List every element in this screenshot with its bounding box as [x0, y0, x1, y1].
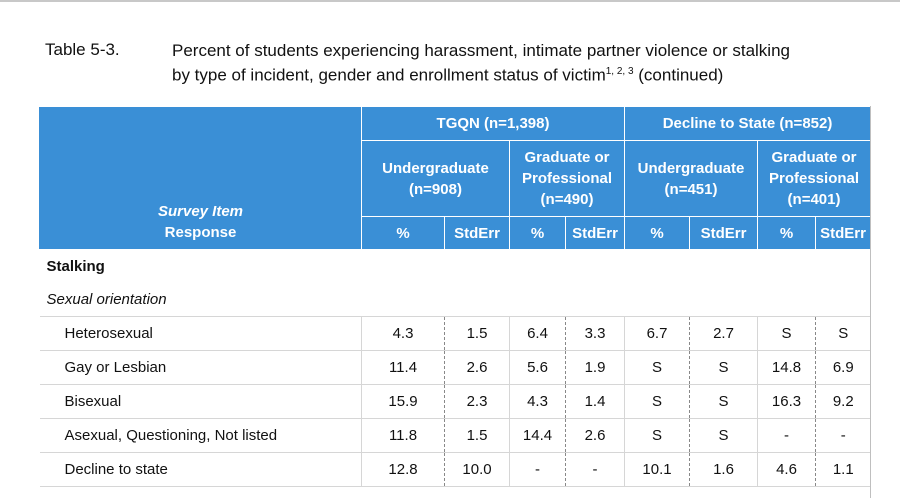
pct-cell: 11.4	[362, 351, 445, 385]
table-body	[40, 250, 871, 487]
stderr-cell: 1.5	[445, 317, 510, 351]
pct-cell: 10.1	[625, 453, 690, 487]
stderr-header: StdErr	[816, 217, 871, 250]
stderr-cell: 9.2	[816, 385, 871, 419]
table-row	[40, 317, 871, 351]
stderr-cell: 2.6	[445, 351, 510, 385]
stderr-cell: 1.1	[816, 453, 871, 487]
stderr-cell: -	[816, 419, 871, 453]
pct-cell: 16.3	[758, 385, 816, 419]
pct-cell: 6.7	[625, 317, 690, 351]
stderr-cell: 2.7	[690, 317, 758, 351]
pct-cell: -	[758, 419, 816, 453]
stderr-cell: 3.3	[566, 317, 625, 351]
stderr-cell: S	[690, 351, 758, 385]
stderr-cell: 2.6	[566, 419, 625, 453]
pct-header: %	[758, 217, 816, 250]
table-title	[172, 40, 872, 86]
pct-cell: -	[510, 453, 566, 487]
footnote-refs: 1, 2, 3	[605, 66, 634, 77]
row-label: Bisexual	[40, 385, 362, 419]
stderr-cell: 1.5	[445, 419, 510, 453]
pct-cell: 14.4	[510, 419, 566, 453]
table-number: Table 5-3.	[45, 40, 120, 59]
row-label: Decline to state	[40, 453, 362, 487]
section-label: Stalking	[46, 258, 105, 275]
subgroup-header: Graduate or Professional (n=401)	[758, 141, 871, 217]
table-row	[40, 453, 871, 487]
pct-cell: 4.6	[758, 453, 816, 487]
pct-cell: 12.8	[362, 453, 445, 487]
subgroup-header: Graduate or Professional (n=490)	[510, 141, 625, 217]
stderr-cell: -	[566, 453, 625, 487]
subsection-row	[40, 283, 871, 317]
stderr-cell: 1.9	[566, 351, 625, 385]
pct-cell: 11.8	[362, 419, 445, 453]
pct-cell: S	[625, 419, 690, 453]
survey-item-header: Survey Item Response	[40, 107, 362, 250]
table-row	[40, 419, 871, 453]
subgroup-header: Undergraduate (n=451)	[625, 141, 758, 217]
pct-cell: 4.3	[362, 317, 445, 351]
pct-header: %	[510, 217, 566, 250]
stderr-cell: 1.6	[690, 453, 758, 487]
stderr-cell: 10.0	[445, 453, 510, 487]
table-title-line1: Percent of students experiencing harassment, intimate partner violence or stalking	[172, 41, 790, 60]
pct-cell: 14.8	[758, 351, 816, 385]
group-header-tgqn: TGQN (n=1,398)	[362, 107, 625, 141]
pct-cell: 6.4	[510, 317, 566, 351]
pct-cell: 4.3	[510, 385, 566, 419]
table-title-line2: by type of incident, gender and enrollment status of victim$^{1, 2, 3}$ (continued)	[172, 65, 724, 85]
stderr-header: StdErr	[690, 217, 758, 250]
table-row	[40, 351, 871, 385]
row-label: Asexual, Questioning, Not listed	[40, 419, 362, 453]
pct-cell: 5.6	[510, 351, 566, 385]
subgroup-header: Undergraduate (n=908)	[362, 141, 510, 217]
stderr-header: StdErr	[445, 217, 510, 250]
pct-cell: 15.9	[362, 385, 445, 419]
subsection-label: Sexual orientation	[40, 283, 871, 317]
data-table	[39, 106, 871, 487]
table-row	[40, 385, 871, 419]
row-label: Heterosexual	[40, 317, 362, 351]
stderr-header: StdErr	[566, 217, 625, 250]
pct-header: %	[625, 217, 690, 250]
stderr-cell: S	[690, 419, 758, 453]
pct-cell: S	[625, 351, 690, 385]
stderr-cell: S	[816, 317, 871, 351]
stderr-cell: S	[690, 385, 758, 419]
section-row	[40, 250, 871, 284]
stderr-cell: 2.3	[445, 385, 510, 419]
row-label: Gay or Lesbian	[40, 351, 362, 385]
table-header	[40, 107, 871, 250]
right-border	[870, 106, 871, 498]
pct-cell: S	[758, 317, 816, 351]
pct-cell: S	[625, 385, 690, 419]
stderr-cell: 1.4	[566, 385, 625, 419]
stderr-cell: 6.9	[816, 351, 871, 385]
pct-header: %	[362, 217, 445, 250]
top-divider	[0, 0, 900, 2]
group-header-decline: Decline to State (n=852)	[625, 107, 871, 141]
